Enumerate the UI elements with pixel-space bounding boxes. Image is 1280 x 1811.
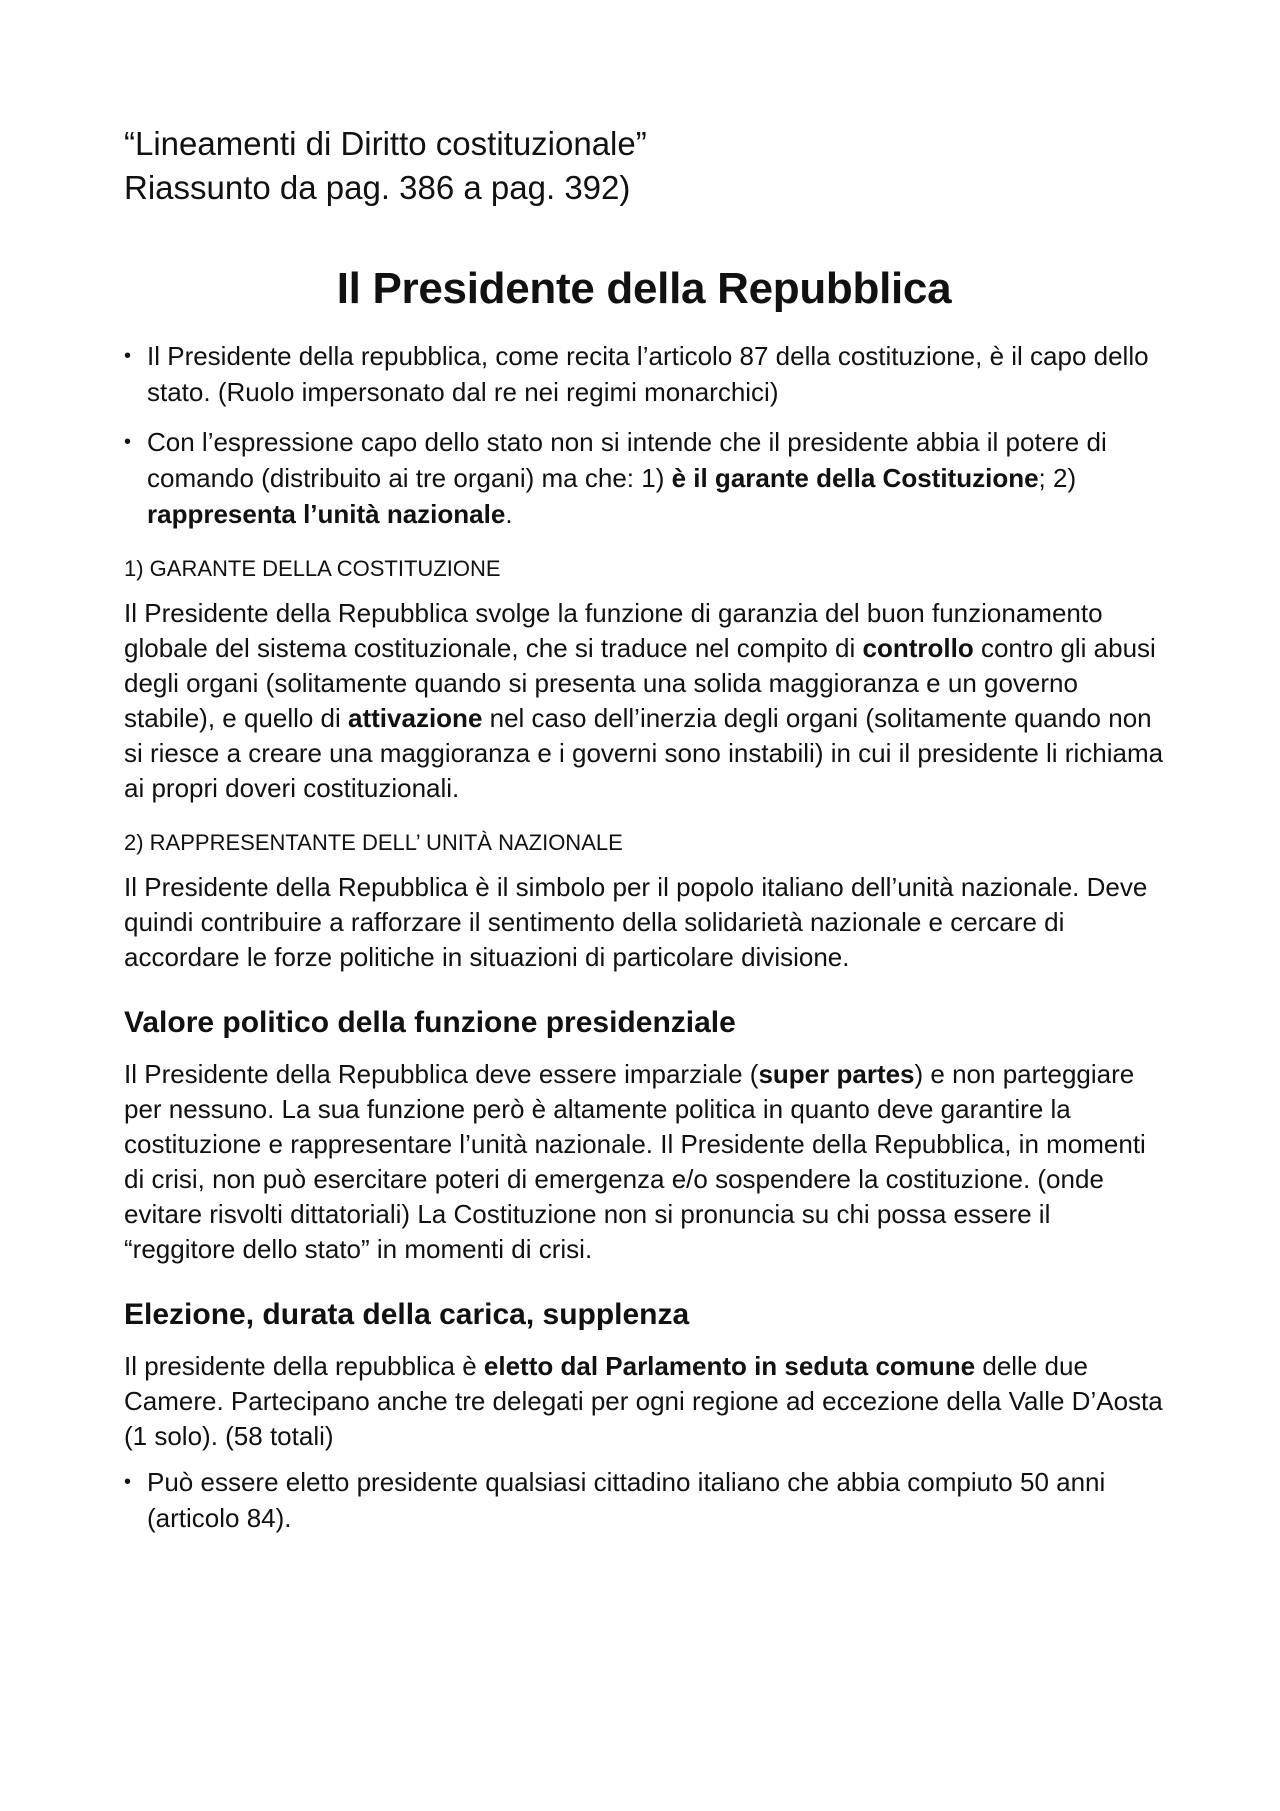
rappresentante-heading: 2) RAPPRESENTANTE DELL’ UNITÀ NAZIONALE	[124, 830, 623, 855]
valore-heading: Valore politico della funzione presidenziale	[124, 1006, 736, 1039]
garante-heading: 1) GARANTE DELLA COSTITUZIONE	[124, 556, 501, 581]
bold-attivazione: attivazione	[348, 703, 483, 733]
intro-bullet-1-text: Il Presidente della repubblica, come recita l’articolo 87 della costituzione, è il capo dello stato. (Ruolo impersonato dal re nei regimi monarchici)	[147, 341, 1149, 407]
intro-bullet-2-mid: ; 2)	[1038, 463, 1077, 493]
intro-bullet-2-end: .	[505, 499, 513, 529]
document-page	[124, 122, 1164, 1550]
bold-unita: rappresenta l’unità nazionale	[147, 499, 506, 529]
course-title: “Lineamenti di Diritto costituzionale”	[124, 125, 647, 162]
bold-controllo: controllo	[862, 633, 974, 663]
summary-range: Riassunto da pag. 386 a pag. 392)	[124, 169, 631, 206]
valore-text-1: Il Presidente della Repubblica deve essere imparziale (	[124, 1059, 759, 1089]
page-title: Il Presidente della Repubblica	[336, 264, 952, 313]
bold-super-partes: super partes	[758, 1059, 915, 1089]
valore-paragraph	[124, 1057, 1164, 1267]
elezione-text-1: Il presidente della repubblica è	[124, 1351, 484, 1381]
elezione-heading: Elezione, durata della carica, supplenza	[124, 1298, 690, 1331]
elezione-paragraph	[124, 1349, 1164, 1454]
list-item	[124, 1464, 1164, 1536]
intro-list	[124, 338, 1164, 532]
rappresentante-paragraph: Il Presidente della Repubblica è il simbolo per il popolo italiano dell’unità nazionale. Deve quindi contribuire a rafforzare il sentimento della solidarietà nazionale e cercare di accordare le forze politiche in situazioni di particolare divisione.	[124, 872, 1148, 972]
bold-eletto-parlamento: eletto dal Parlamento in seduta comune	[483, 1351, 976, 1381]
bold-garante: è il garante della Costituzione	[671, 463, 1039, 493]
garante-text-2: contro gli abusi degli organi (solitamente quando si presenta una solida maggioranza e un governo stabile), e quello di	[124, 633, 1156, 733]
garante-text-1: Il Presidente della Repubblica svolge la funzione di garanzia del buon funzionamento globale del sistema costituzionale, che si traduce nel compito di	[124, 598, 1103, 663]
elezione-list	[124, 1464, 1164, 1536]
garante-text-3: nel caso dell’inerzia degli organi (solitamente quando non si riesce a creare una maggioranza e i governi sono instabili) in cui il presidente li richiama ai propri doveri costituzionali.	[124, 703, 1164, 803]
garante-paragraph	[124, 596, 1164, 806]
list-item	[124, 338, 1164, 410]
elezione-bullet-text: Può essere eletto presidente qualsiasi cittadino italiano che abbia compiuto 50 anni (articolo 84).	[147, 1467, 1106, 1533]
intro-bullet-2-text: Con l’espressione capo dello stato non si intende che il presidente abbia il potere di comando (distribuito ai tre organi) ma che: 1)	[147, 427, 1107, 493]
valore-text-2: ) e non parteggiare per nessuno. La sua funzione però è altamente politica in quanto deve garantire la costituzione e rappresentare l’unità nazionale. Il Presidente della Repubblica, in momenti di crisi, non può esercitare poteri di emergenza e/o sospendere la costituzione. (onde evitare risvolti dittatoriali) La Costituzione non si pronuncia su chi possa essere il “reggitore dello stato” in momenti di crisi.	[124, 1059, 1146, 1264]
list-item	[124, 424, 1164, 532]
elezione-text-2: delle due Camere. Partecipano anche tre delegati per ogni regione ad eccezione della Valle D’Aosta (1 solo). (58 totali)	[124, 1351, 1163, 1451]
